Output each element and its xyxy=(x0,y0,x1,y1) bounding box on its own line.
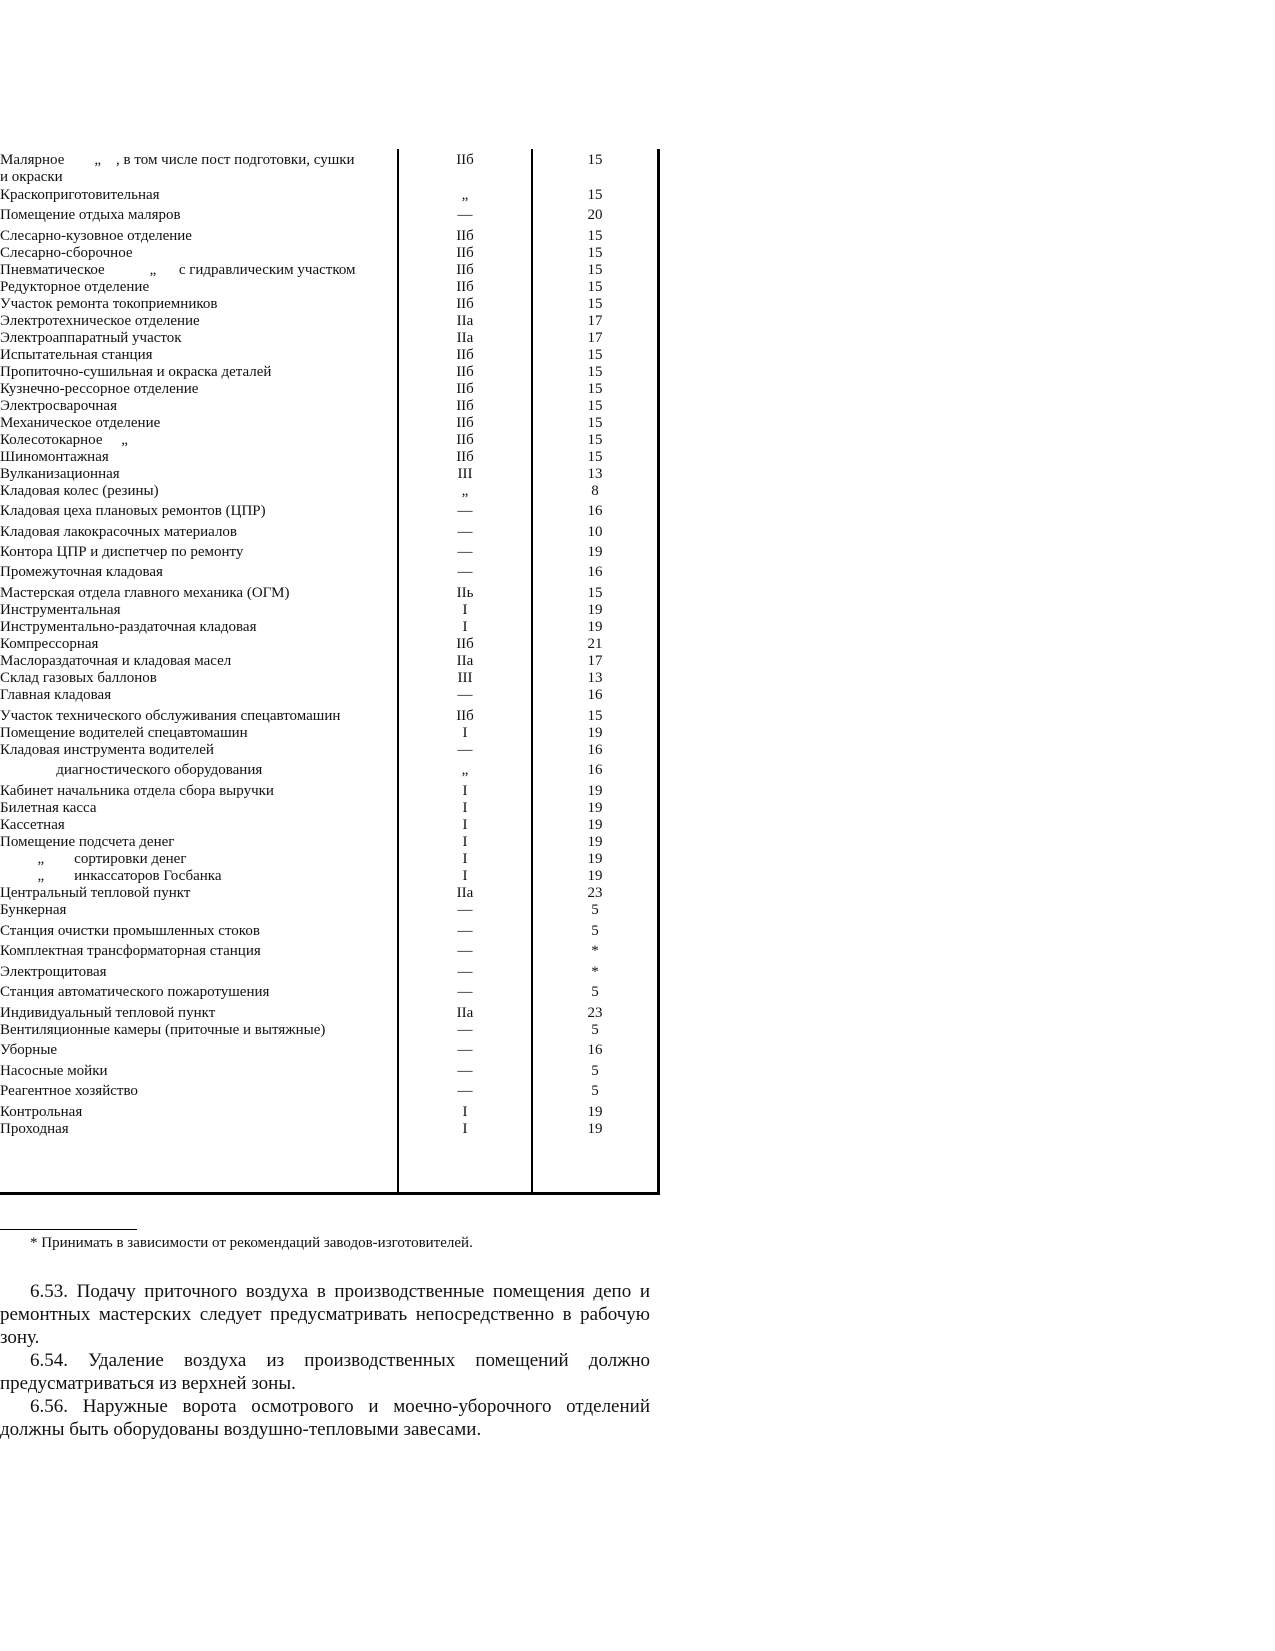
work-category-cell: IIб xyxy=(456,432,474,448)
temperature-cell: 13 xyxy=(587,670,603,686)
rooms-table xyxy=(0,149,662,1195)
room-name-cell: Кабинет начальника отдела сбора выручки xyxy=(0,783,274,799)
work-category-cell: IIб xyxy=(456,708,474,724)
room-name-cell: Станция очистки промышленных стоков xyxy=(0,923,260,939)
room-name-cell: Кладовая колес (резины) xyxy=(0,483,159,499)
temperature-cell: 19 xyxy=(587,1104,603,1120)
work-category-cell: — xyxy=(457,902,473,918)
temperature-cell: 5 xyxy=(591,923,599,939)
footnote-separator xyxy=(0,1229,137,1230)
temperature-cell: 21 xyxy=(587,636,603,652)
temperature-cell: 15 xyxy=(587,708,603,724)
work-category-cell: IIб xyxy=(456,398,474,414)
work-category-cell: I xyxy=(462,868,468,884)
room-name-cell: Маслораздаточная и кладовая масел xyxy=(0,653,232,669)
temperature-cell: 10 xyxy=(587,524,603,540)
room-name-cell: Билетная касса xyxy=(0,800,97,816)
room-name-cell: Слесарно-кузовное отделение xyxy=(0,228,192,244)
work-category-cell: IIб xyxy=(456,415,474,431)
room-name-cell: Электрощитовая xyxy=(0,964,107,980)
work-category-cell: I xyxy=(462,1121,468,1137)
work-category-cell: — xyxy=(457,1042,473,1058)
work-category-cell: „ xyxy=(461,187,469,203)
work-category-cell: — xyxy=(457,207,473,223)
temperature-cell: 15 xyxy=(587,245,603,261)
temperature-cell: 16 xyxy=(587,742,603,758)
work-category-cell: „ xyxy=(461,762,469,778)
room-name-cell: Реагентное хозяйство xyxy=(0,1083,138,1099)
work-category-cell: IIб xyxy=(456,279,474,295)
room-name-cell: Малярное „ , в том числе пост подготовки, сушки xyxy=(0,152,355,168)
room-name-cell: „ инкассаторов Госбанка xyxy=(0,868,222,884)
temperature-cell: 16 xyxy=(587,762,603,778)
temperature-cell: 15 xyxy=(587,364,603,380)
temperature-cell: 17 xyxy=(587,330,603,346)
temperature-cell: 16 xyxy=(587,687,603,703)
temperature-cell: 15 xyxy=(587,279,603,295)
temperature-cell: 19 xyxy=(587,817,603,833)
room-name-cell: Центральный тепловой пункт xyxy=(0,885,191,901)
temperature-cell: 5 xyxy=(591,1063,599,1079)
room-name-cell: Электроаппаратный участок xyxy=(0,330,182,346)
paragraph-6-54: 6.54. Удаление воздуха из производственных помещений должно предусматриваться из верхней зоны. xyxy=(0,1350,650,1394)
room-name-cell: Кузнечно-рессорное отделение xyxy=(0,381,199,397)
work-category-cell: IIа xyxy=(456,1005,474,1021)
temperature-cell: 17 xyxy=(587,313,603,329)
work-category-cell: — xyxy=(457,544,473,560)
room-name-cell: Участок технического обслуживания спецавтомашин xyxy=(0,708,341,724)
room-name-cell: Комплектная трансформаторная станция xyxy=(0,943,261,959)
work-category-cell: I xyxy=(462,783,468,799)
temperature-cell: 19 xyxy=(587,851,603,867)
temperature-cell: 19 xyxy=(587,602,603,618)
temperature-cell: 15 xyxy=(587,187,603,203)
temperature-cell: 23 xyxy=(587,1005,603,1021)
temperature-cell: 15 xyxy=(587,398,603,414)
work-category-cell: IIа xyxy=(456,885,474,901)
work-category-cell: I xyxy=(462,834,468,850)
room-name-cell: „ сортировки денег xyxy=(0,851,187,867)
temperature-cell: 20 xyxy=(587,207,603,223)
room-name-cell: Контора ЦПР и диспетчер по ремонту xyxy=(0,544,244,560)
room-name-cell: Проходная xyxy=(0,1121,69,1137)
room-name-cell: Контрольная xyxy=(0,1104,83,1120)
table-right-border xyxy=(657,149,660,1195)
room-name-cell: Инструментально-раздаточная кладовая xyxy=(0,619,257,635)
work-category-cell: I xyxy=(462,1104,468,1120)
work-category-cell: IIб xyxy=(456,152,474,168)
temperature-cell: 19 xyxy=(587,834,603,850)
room-name-cell: Станция автоматического пожаротушения xyxy=(0,984,270,1000)
temperature-cell: 15 xyxy=(587,415,603,431)
work-category-cell: — xyxy=(457,564,473,580)
work-category-cell: „ xyxy=(461,483,469,499)
room-name-cell: Электросварочная xyxy=(0,398,117,414)
temperature-cell: 19 xyxy=(587,783,603,799)
work-category-cell: IIб xyxy=(456,636,474,652)
temperature-cell: 19 xyxy=(587,868,603,884)
work-category-cell: IIб xyxy=(456,245,474,261)
temperature-cell: 17 xyxy=(587,653,603,669)
work-category-cell: IIа xyxy=(456,330,474,346)
paragraph-6-56: 6.56. Наружные ворота осмотрового и моечно-уборочного отделений должны быть оборудованы воздушно-тепловыми завесами. xyxy=(0,1396,650,1440)
room-name-cell: Склад газовых баллонов xyxy=(0,670,157,686)
temperature-cell: 16 xyxy=(587,564,603,580)
work-category-cell: IIб xyxy=(456,449,474,465)
room-name-cell: Участок ремонта токоприемников xyxy=(0,296,218,312)
room-name-cell: Насосные мойки xyxy=(0,1063,108,1079)
temperature-cell: 15 xyxy=(587,432,603,448)
work-category-cell: IIб xyxy=(456,381,474,397)
work-category-cell: IIб xyxy=(456,262,474,278)
room-name-cell: Вентиляционные камеры (приточные и вытяжные) xyxy=(0,1022,326,1038)
paragraph-6-53: 6.53. Подачу приточного воздуха в производственные помещения депо и ремонтных мастерских следует предусматривать непосредственно в рабочую зону. xyxy=(0,1281,650,1348)
work-category-cell: — xyxy=(457,524,473,540)
room-name-cell: Редукторное отделение xyxy=(0,279,150,295)
work-category-cell: — xyxy=(457,687,473,703)
temperature-cell: 16 xyxy=(587,503,603,519)
work-category-cell: IIа xyxy=(456,313,474,329)
work-category-cell: IIб xyxy=(456,364,474,380)
work-category-cell: I xyxy=(462,619,468,635)
work-category-cell: I xyxy=(462,851,468,867)
temperature-cell: * xyxy=(591,943,599,959)
temperature-cell: 19 xyxy=(587,619,603,635)
work-category-cell: — xyxy=(457,943,473,959)
room-name-cell: Механическое отделение xyxy=(0,415,161,431)
temperature-cell: 5 xyxy=(591,902,599,918)
temperature-cell: 8 xyxy=(591,483,599,499)
temperature-cell: 13 xyxy=(587,466,603,482)
temperature-cell: 15 xyxy=(587,296,603,312)
work-category-cell: — xyxy=(457,742,473,758)
room-name-cell: диагностического оборудования xyxy=(0,762,263,778)
work-category-cell: IIа xyxy=(456,653,474,669)
temperature-cell: 15 xyxy=(587,381,603,397)
room-name-cell: Электротехническое отделение xyxy=(0,313,200,329)
temperature-cell: 15 xyxy=(587,347,603,363)
table-bottom-border xyxy=(0,1192,660,1195)
temperature-cell: * xyxy=(591,964,599,980)
temperature-cell: 15 xyxy=(587,449,603,465)
temperature-cell: 19 xyxy=(587,544,603,560)
temperature-cell: 23 xyxy=(587,885,603,901)
room-name-cell: Бункерная xyxy=(0,902,67,918)
work-category-cell: — xyxy=(457,984,473,1000)
work-category-cell: — xyxy=(457,923,473,939)
room-name-cell: Компрессорная xyxy=(0,636,99,652)
work-category-cell: I xyxy=(462,602,468,618)
room-name-cell: Слесарно-сборочное xyxy=(0,245,156,261)
room-name-cell: Уборные xyxy=(0,1042,58,1058)
work-category-cell: III xyxy=(457,466,473,482)
work-category-cell: — xyxy=(457,964,473,980)
work-category-cell: IIб xyxy=(456,228,474,244)
temperature-cell: 16 xyxy=(587,1042,603,1058)
room-name-cell: Кассетная xyxy=(0,817,65,833)
work-category-cell: I xyxy=(462,800,468,816)
temperature-cell: 19 xyxy=(587,1121,603,1137)
room-name-cell: Кладовая инструмента водителей xyxy=(0,742,214,758)
room-name-cell: Помещение подсчета денег xyxy=(0,834,175,850)
work-category-cell: IIб xyxy=(456,296,474,312)
footnote: * Принимать в зависимости от рекомендаций заводов-изготовителей. xyxy=(30,1235,473,1251)
work-category-cell: I xyxy=(462,725,468,741)
temperature-cell: 15 xyxy=(587,228,603,244)
room-name-cell: Пневматическое „ с гидравлическим участком xyxy=(0,262,356,278)
room-name-cell: Пропиточно-сушильная и окраска деталей xyxy=(0,364,272,380)
room-name-cell: Вулканизационная xyxy=(0,466,120,482)
temperature-cell: 5 xyxy=(591,1083,599,1099)
room-name-cell: Главная кладовая xyxy=(0,687,112,703)
room-name-cell: Краскоприготовительная xyxy=(0,187,160,203)
work-category-cell: I xyxy=(462,817,468,833)
work-category-cell: IIб xyxy=(456,347,474,363)
room-name-cell: Помещение водителей спецавтомашин xyxy=(0,725,248,741)
temperature-cell: 5 xyxy=(591,984,599,1000)
room-name-cell: Индивидуальный тепловой пункт xyxy=(0,1005,216,1021)
temperature-cell: 15 xyxy=(587,262,603,278)
temperature-cell: 19 xyxy=(587,800,603,816)
temperature-cell: 15 xyxy=(587,585,603,601)
room-name-cell: Колесотокарное „ xyxy=(0,432,128,448)
work-category-cell: — xyxy=(457,1022,473,1038)
room-name-cell: и окраски xyxy=(0,169,63,185)
room-name-cell: Кладовая лакокрасочных материалов xyxy=(0,524,238,540)
work-category-cell: III xyxy=(457,670,473,686)
temperature-cell: 15 xyxy=(587,152,603,168)
room-name-cell: Промежуточная кладовая xyxy=(0,564,163,580)
work-category-cell: — xyxy=(457,1083,473,1099)
temperature-cell: 5 xyxy=(591,1022,599,1038)
temperature-cell: 19 xyxy=(587,725,603,741)
work-category-cell: IIь xyxy=(456,585,474,601)
room-name-cell: Шиномонтажная xyxy=(0,449,109,465)
room-name-cell: Испытательная станция xyxy=(0,347,153,363)
room-name-cell: Помещение отдыха маляров xyxy=(0,207,181,223)
work-category-cell: — xyxy=(457,503,473,519)
room-name-cell: Кладовая цеха плановых ремонтов (ЦПР) xyxy=(0,503,266,519)
room-name-cell: Инструментальная xyxy=(0,602,121,618)
room-name-cell: Мастерская отдела главного механика (ОГМ) xyxy=(0,585,290,601)
work-category-cell: — xyxy=(457,1063,473,1079)
